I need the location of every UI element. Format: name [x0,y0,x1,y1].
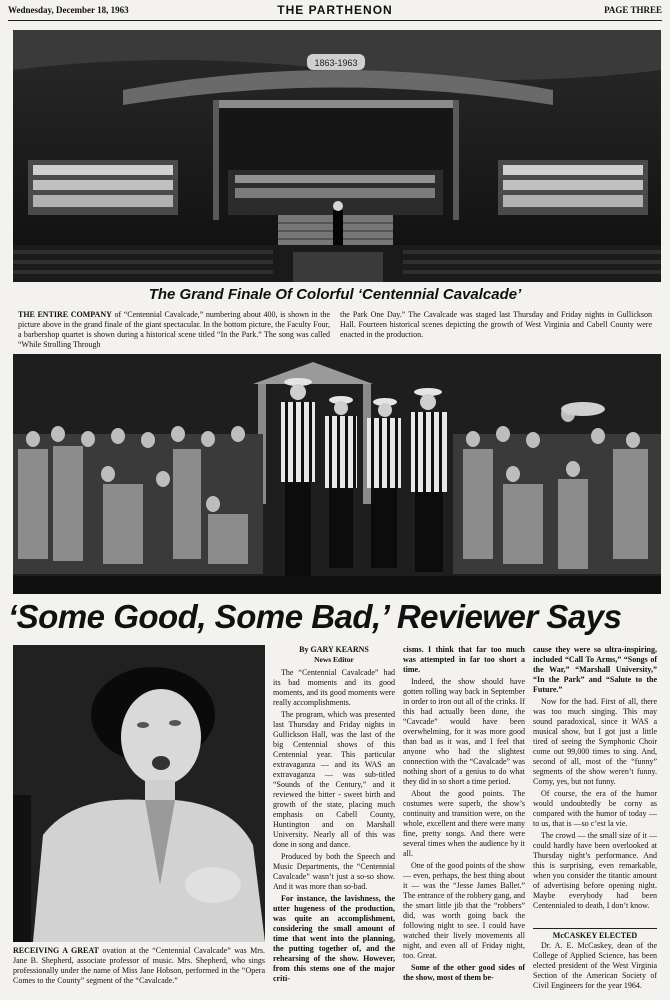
article-paragraph: The “Centennial Cavalcade” had its bad moments and its good moments, and its good moments were really accomplishments. [273,668,395,707]
singer-photo [13,645,265,942]
article-paragraph: Indeed, the show should have gotten rolling way back in September in order to iron out all of the crinks. If this had actually been done, the “Cavcade” would have been overwhelming, for it was more good than bad as it was, and I feel that anyone who had the slightest connection with the “Cavalcade” was nothing short of a genius to do what they did in so short a time period. [403,677,525,786]
review-headline: ‘Some Good, Some Bad,’ Reviewer Says [8,598,622,635]
finale-title: The Grand Finale Of Colorful ‘Centennial Cavalcade’ [148,286,522,303]
finale-caption-left [18,310,330,350]
article-column-3 [533,645,657,913]
page-number: PAGE THREE [604,5,662,15]
finale-caption-right [340,310,652,340]
quartet-singer-3 [367,398,401,568]
article-paragraph: The program, which was presented last Thursday and Friday nights in Gullickson Hall, was the last of the big Centennial shows of this Centennial year. This particular extravaganza — and its WAS an extravaganza — was sub-titled “Sounds of the Century,” and it reviewed the bitter - sweet birth and growth of the state, placing much emphasis on Cabell County, Huntington and on Marshall University. Nearly all of this was done in song and dance. [273,710,395,849]
masthead-rule [8,20,662,21]
anniversary-sign: 1863-1963 [314,58,358,68]
quartet-singer-1 [281,378,315,582]
article-column-1 [273,645,395,986]
singer-caption-lead: RECEIVING A GREAT [13,946,99,955]
byline: By GARY KEARNS [299,645,369,654]
article-paragraph: Now for the bad. First of all, there was too much singing. This may sound paradoxical, since it WAS a musical show, but I got just a little tired of seeing the Symphonic Choir come out 99,000 times to sing. And, second of all, most of the “funny” segments of the show weren’t funny. Corny, yes, but not funny. [533,697,657,786]
article-paragraph: Produced by both the Speech and Music Departments, the “Centennial Cavalcade” wasn’t just a so-so show. And it was more than so-bad. [273,852,395,891]
article-paragraph: The crowd — the small size of it — could hardly have been overlooked at Thursday night’s performance. And this is surprising, even remarkable, when you consider the titantic amount of advertising before opening night. Maybe everybody had been Centennialed to death, I don’t know. [533,831,657,910]
finale-caption-text-2: the Park One Day.” The Cavalcade was staged last Thursday and Friday nights in Gullickson Hall. Fourteen historical scenes depicting the growth of West Virginia and Cabell County were enacted in the production. [340,310,652,339]
article-paragraph-bold: cause they were so ultra-inspiring, included “Call To Arms,” “Songs of the War,” “Marshall University,” “In the Park” and “Salute to the Future.” [533,645,657,694]
finale-caption-text-1: of “Centennial Cavalcade,” numbering about 400, is shown in the picture above in the grand finale of the giant spectacular. In the bottom picture, the Faculty Four, a barbershop quartet is shown during a historical scene titled “In the Park.” The song was called “While Strolling Through [18,310,331,349]
article-paragraph-bold: Some of the other good sides of the show, most of them be- [403,963,525,982]
singer-caption-text: ovation at the “Centennial Cavalcade” was Mrs. Jane B. Shepherd, associate professor of music. Mrs. Shepherd, who sings professionally under the name of Miss Jane Hobson, performed in the “Opera Comes to the County” segment of the “Cavalcade.” [13,946,265,985]
quartet-singer-4 [411,388,447,572]
article-column-2 [403,645,525,985]
article-paragraph: Of course, the era of the humor would undoubtedly be corny as compared with the humor of today — to us, that is —so c’est la vie. [533,789,657,828]
article-paragraph-bold: For instance, the lavishness, the utter hugeness of the production, was quite an accomplishment, considering the small amount of time that went into the planning, the putting together of, and the rehearsing of the show. However, from this stems one of the major criti- [273,894,395,983]
article-paragraph-bold: cisms. I think that far too much was attempted in far too short a time. [403,645,525,674]
mccaskey-text: Dr. A. E. McCaskey, dean of the College of Applied Science, has been elected president of the West Virginia Section of the American Society of Civil Engineers for the year 1964. [533,941,657,990]
quartet-singer-2 [325,396,357,568]
mccaskey-headline: McCASKEY ELECTED [533,928,657,941]
issue-date: Wednesday, December 18, 1963 [8,5,129,15]
grand-finale-photo [13,30,661,282]
finale-caption-lead: THE ENTIRE COMPANY [18,310,112,319]
byline-title: News Editor [314,655,354,664]
singer-caption [13,946,265,986]
mccaskey-box [533,928,657,993]
barbershop-quartet-photo [13,354,661,594]
article-paragraph: About the good points. The costumes were superb, the show’s continuity and transition were, on the whole, excellent and there were many fine, pretty songs. And there were several times when the audience by it all. [403,789,525,858]
article-paragraph: One of the good points of the show — even, perhaps, the best thing about it — was the “Jesse James Ballet.” The entrance of the robbery gang, and the smart little jib that the “robbers” did, was worth going back the following night to see. I could have watched their lively movements all night, and even all of Friday night, too. Great. [403,861,525,960]
newspaper-name: THE PARTHENON [277,3,393,17]
